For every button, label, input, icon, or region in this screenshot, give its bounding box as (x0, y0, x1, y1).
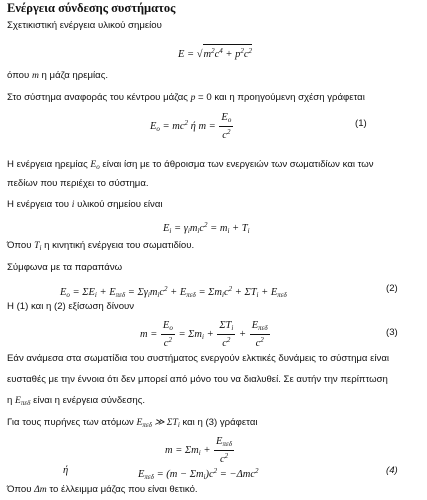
paragraph-line: Η ενέργεια του i υλικού σημείου είναι (7, 199, 163, 210)
paragraph-line: η $E_{\pi\varepsilon\delta}$ είναι η ενέργεια σύνδεσης. (7, 395, 145, 407)
paragraph-line: Όπου Δm το έλλειμμα μάζας που είναι θετικό. (7, 484, 198, 495)
equation-particle-energy: $E_i = \gamma_im_ic^2 = m_i + T_i$ (163, 221, 250, 235)
equation-4: $E_{\pi\varepsilon\delta} = (m - \Sigma m_i)c^2 = -\Delta mc^2$ (138, 467, 259, 481)
paragraph-line: Η ενέργεια ηρεμίας $E_o$ είναι ίση με το άθροισμα των ενεργειών των σωματιδίων και των (7, 159, 374, 171)
paragraph-line: Εάν ανάμεσα στα σωματίδια του συστήματος ενεργούν ελκτικές δυνάμεις το σύστημα είναι (7, 353, 390, 364)
equation-or: ή (63, 465, 69, 476)
equation-mass: $m = \Sigma m_i$ + $\frac{E_{\pi\varepsilon\delta}}{c^2}$ (165, 436, 232, 465)
paragraph-line: πεδίων που περιέχει το σύστημα. (7, 178, 149, 189)
paragraph-line: Σύμφωνα με τα παραπάνω (7, 262, 123, 273)
page-title: Ενέργεια σύνδεσης συστήματος (7, 1, 176, 15)
equation-number: (4) (386, 465, 398, 476)
equation-number: (2) (386, 283, 398, 294)
equation-2: $E_o = \Sigma E_i + E_{\pi\varepsilon\delta} = \Sigma\gamma_im_ic^2 + E_{\pi\varepsilon\delta} = \Sigma m_ic^2 + \Sigma T_i + E_{\pi\varepsilon\delta}$ (60, 285, 287, 299)
paragraph-line: Η (1) και η (2) εξίσωση δίνουν (7, 301, 135, 312)
equation-1: $E_o = mc^2$ ή m = $\frac{E_o}{c^2}$ (150, 112, 232, 141)
equation-energy: $E = √m^2c^4 + p^2c^2$ (178, 44, 252, 61)
equation-number: (1) (355, 118, 367, 129)
equation-number: (3) (386, 327, 398, 338)
paragraph-line: Στο σύστημα αναφοράς του κέντρου μάζας p = 0 και η προηγούμενη σχέση γράφεται (7, 92, 365, 103)
paragraph-line: Για τους πυρήνες των ατόμων $E_{\pi\varepsilon\delta}$ ≫ $\Sigma T_i$ και η (3) γράφεται (7, 417, 258, 429)
paragraph-line: Σχετικιστική ενέργεια υλικού σημείου (7, 20, 162, 31)
paragraph-line: ευσταθές με την έννοια ότι δεν μπορεί από μόνο του να διαλυθεί. Σε αυτήν την περίπτωση (7, 374, 388, 385)
paragraph-line: όπου m η μάζα ηρεμίας. (7, 70, 108, 81)
equation-3: m = $\frac{E_o}{c^2}$ = $\Sigma m_i$ + $\frac{\Sigma T_i}{c^2}$ + $\frac{E_{\pi\varepsilon\delta}}{c^2}$ (140, 320, 268, 349)
paragraph-line: Όπου $T_i$ η κινητική ενέργεια του σωματιδίου. (7, 240, 195, 252)
